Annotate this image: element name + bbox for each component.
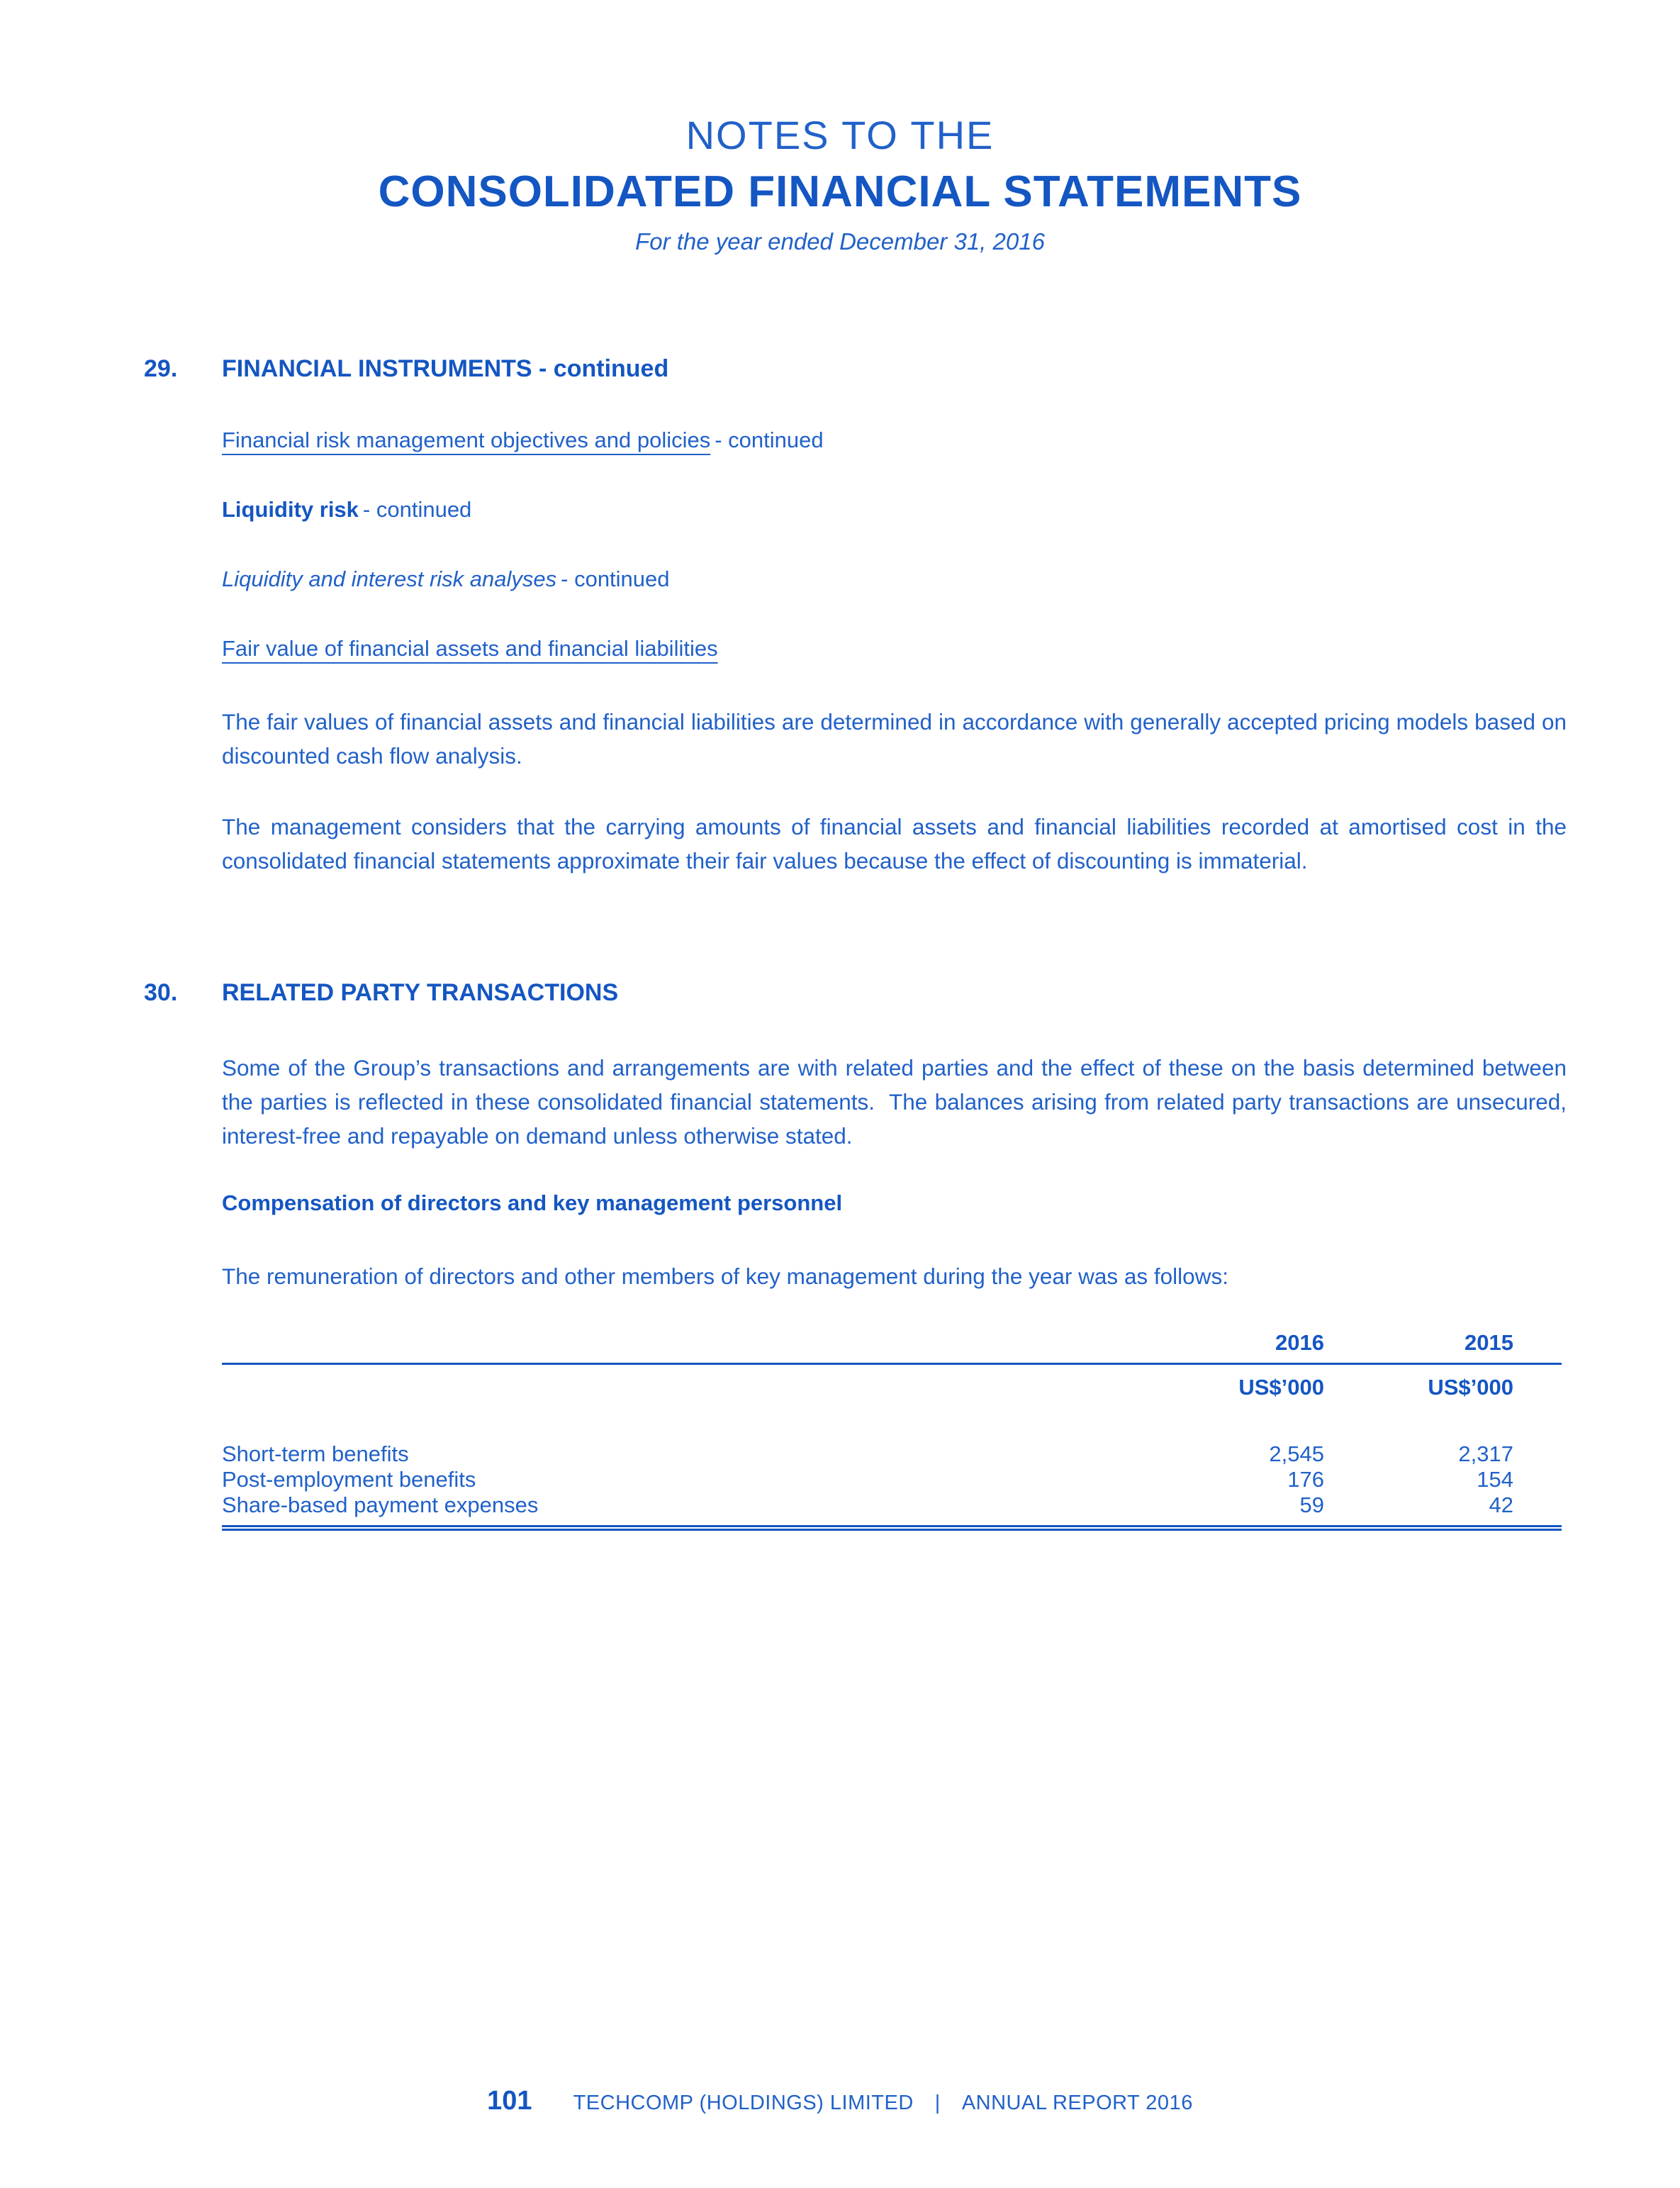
- table-row: [222, 1467, 1562, 1492]
- page-title-line1: NOTES TO THE: [685, 113, 995, 157]
- row-value-2016: 176: [1287, 1467, 1324, 1492]
- section-29-financial-instruments: [144, 355, 1567, 878]
- row-value-2015: 2,317: [1458, 1441, 1513, 1466]
- section-29-heading: [144, 355, 1567, 383]
- subheading-compensation-text: Compensation of directors and key management personnel: [222, 1190, 843, 1215]
- row-value-2015: 42: [1324, 1492, 1562, 1528]
- footer-company: TECHCOMP (HOLDINGS) LIMITED: [573, 2092, 914, 2114]
- table-header-empty: [222, 1330, 1104, 1364]
- footer-separator: |: [934, 2092, 941, 2114]
- row-label: Post-employment benefits: [222, 1467, 476, 1492]
- table-unit-2016: US$’000: [1238, 1375, 1324, 1400]
- paragraph-related-party: Some of the Group’s transactions and arrangements are with related parties and the effect of these on the basis determined between the parties is reflected in these consolidated financial statements. The balances arising from related party transactions are unsecured, interest-free and repayable on demand unless otherwise stated.: [222, 1055, 1567, 1149]
- section-29-title: FINANCIAL INSTRUMENTS - continued: [222, 355, 669, 382]
- table-header-2015: 2015: [1324, 1330, 1562, 1364]
- paragraph-fair-values: The fair values of financial assets and financial liabilities are determined in accordance with generally accepted pricing models based on discounted cash flow analysis.: [222, 709, 1567, 769]
- subheading-fair-value-text: Fair value of financial assets and financial liabilities: [222, 636, 718, 661]
- section-30-related-party-transactions: [144, 978, 1567, 1531]
- compensation-table: [222, 1330, 1562, 1531]
- subheading-risk-management: [222, 427, 1567, 454]
- continued-suffix: - continued: [715, 428, 824, 452]
- table-unit-2015: US$’000: [1428, 1375, 1513, 1400]
- page-subtitle: For the year ended December 31, 2016: [635, 228, 1045, 255]
- section-30-number: 30.: [144, 979, 178, 1006]
- subheading-interest-risk-analyses-text: Liquidity and interest risk analyses: [222, 566, 557, 591]
- table-row: [222, 1403, 1562, 1467]
- row-label: Short-term benefits: [222, 1441, 409, 1466]
- subheading-liquidity-risk: [222, 496, 1567, 523]
- subheading-risk-management-text: Financial risk management objectives and policies: [222, 428, 711, 452]
- page-title-line2: CONSOLIDATED FINANCIAL STATEMENTS: [378, 167, 1302, 216]
- subheading-interest-risk-analyses: [222, 566, 1567, 593]
- document-header: [0, 112, 1680, 255]
- paragraph-remuneration: The remuneration of directors and other members of key management during the year was as follows:: [222, 1263, 1228, 1289]
- paragraph-management-considers: The management considers that the carrying amounts of financial assets and financial liabilities recorded at amortised cost in the consolidated financial statements approximate their fair values because the effect of discounting is immaterial.: [222, 814, 1567, 873]
- section-30-title: RELATED PARTY TRANSACTIONS: [222, 979, 619, 1006]
- continued-suffix: - continued: [561, 566, 670, 591]
- subheading-liquidity-risk-text: Liquidity risk: [222, 497, 359, 522]
- footer-report: ANNUAL REPORT 2016: [961, 2092, 1193, 2114]
- section-30-content: [222, 1051, 1567, 1531]
- section-29-number: 29.: [144, 355, 178, 382]
- page-footer: [0, 2086, 1680, 2116]
- row-label: Share-based payment expenses: [222, 1492, 1104, 1528]
- section-29-content: [222, 427, 1567, 878]
- page-number: 101: [487, 2086, 532, 2116]
- continued-suffix: - continued: [362, 497, 472, 522]
- row-value-2016: 59: [1104, 1492, 1324, 1528]
- row-value-2015: 154: [1477, 1467, 1513, 1492]
- table-unit-header-row: [222, 1364, 1562, 1404]
- section-30-heading: [144, 978, 1567, 1007]
- row-value-2016: 2,545: [1269, 1441, 1324, 1466]
- table-year-header-row: [222, 1330, 1562, 1364]
- table-header-empty: [222, 1364, 1104, 1404]
- subheading-fair-value: [222, 635, 1567, 662]
- table-row: [222, 1492, 1562, 1528]
- table-header-2016: 2016: [1104, 1330, 1324, 1364]
- subheading-compensation: [222, 1190, 1567, 1217]
